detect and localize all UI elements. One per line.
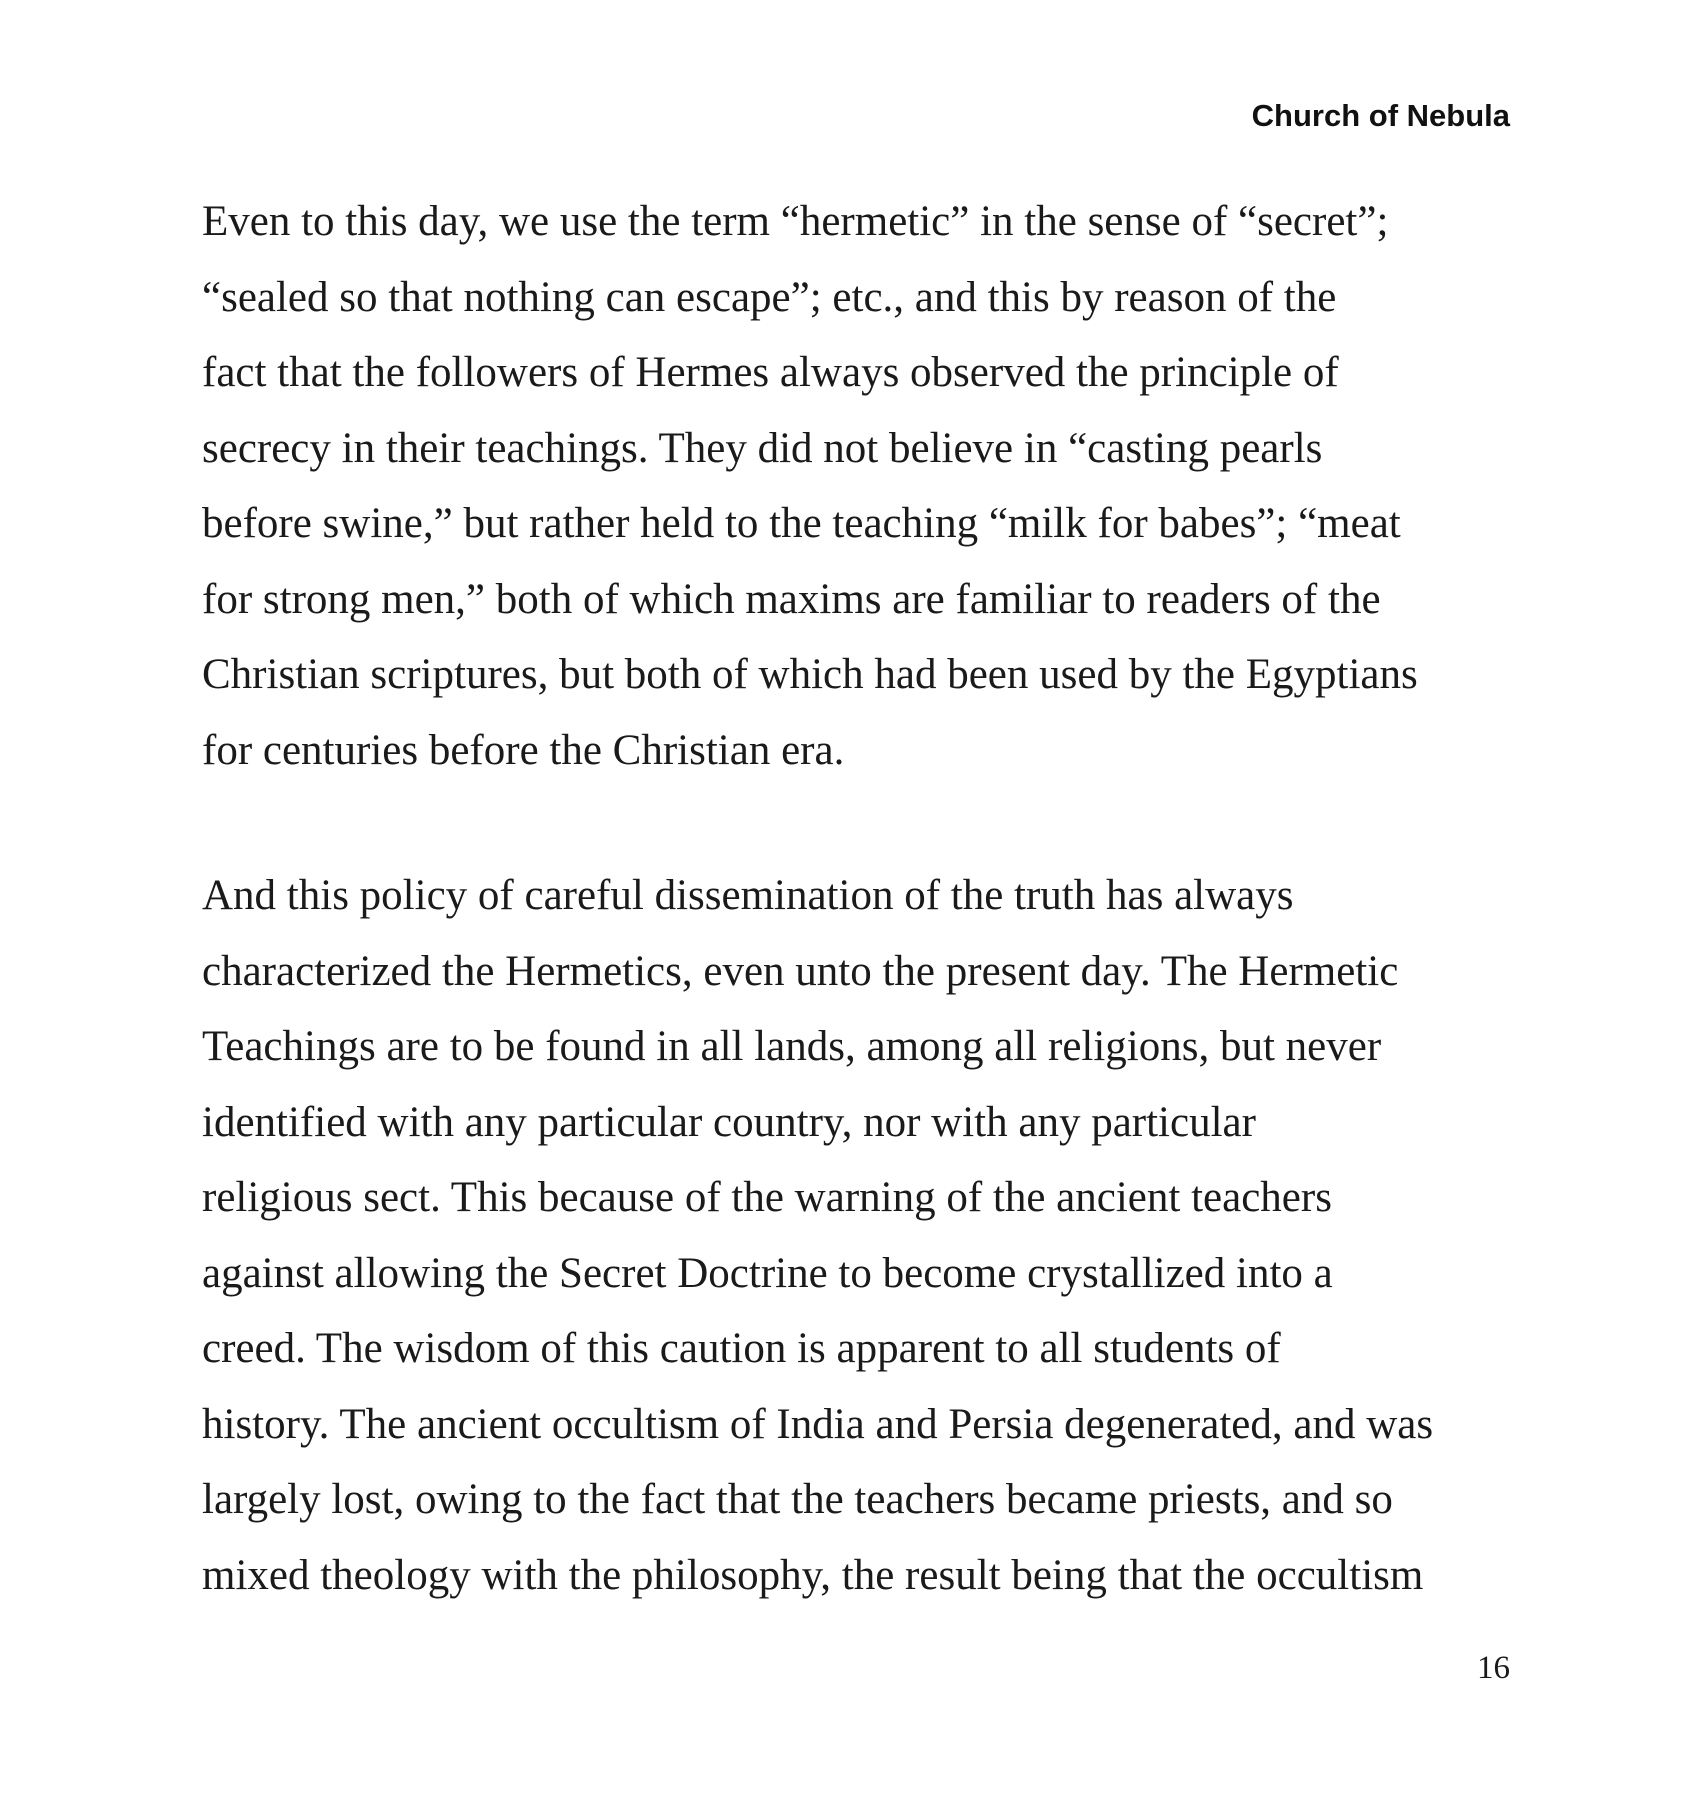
paragraph-line: creed. The wisdom of this caution is apparent to all students of bbox=[202, 1325, 1281, 1372]
running-header: Church of Nebula bbox=[1251, 98, 1510, 133]
paragraph-line: mixed theology with the philosophy, the result being that the occultism bbox=[202, 1551, 1424, 1599]
paragraph-2 bbox=[202, 858, 1532, 1613]
page-number: 16 bbox=[1477, 1650, 1510, 1686]
paragraph-line: for strong men,” both of which maxims are familiar to readers of the bbox=[202, 575, 1381, 623]
paragraph-line: identified with any particular country, nor with any particular bbox=[202, 1098, 1256, 1146]
paragraph-line: And this policy of careful dissemination of the truth has always bbox=[202, 872, 1294, 919]
paragraph-line: against allowing the Secret Doctrine to become crystallized into a bbox=[202, 1249, 1333, 1297]
paragraph-line: secrecy in their teachings. They did not believe in “casting pearls bbox=[202, 424, 1323, 472]
paragraph-line: for centuries before the Christian era. bbox=[202, 726, 845, 774]
paragraph-line: before swine,” but rather held to the teaching “milk for babes”; “meat bbox=[202, 500, 1401, 547]
paragraph-line: largely lost, owing to the fact that the teachers became priests, and so bbox=[202, 1476, 1393, 1523]
paragraph-line: fact that the followers of Hermes always observed the principle of bbox=[202, 349, 1339, 396]
paragraph-line: Teachings are to be found in all lands, among all religions, but never bbox=[202, 1023, 1382, 1070]
paragraph-line: “sealed so that nothing can escape”; etc., and this by reason of the bbox=[202, 273, 1337, 321]
paragraph-line: characterized the Hermetics, even unto the present day. The Hermetic bbox=[202, 947, 1399, 995]
paragraph-line: history. The ancient occultism of India and Persia degenerated, and was bbox=[202, 1400, 1434, 1448]
paragraph-line: religious sect. This because of the warning of the ancient teachers bbox=[202, 1174, 1332, 1221]
paragraph-line: Even to this day, we use the term “hermetic” in the sense of “secret”; bbox=[202, 198, 1389, 245]
paragraph-line: Christian scriptures, but both of which had been used by the Egyptians bbox=[202, 651, 1418, 698]
paragraph-1 bbox=[202, 184, 1532, 788]
